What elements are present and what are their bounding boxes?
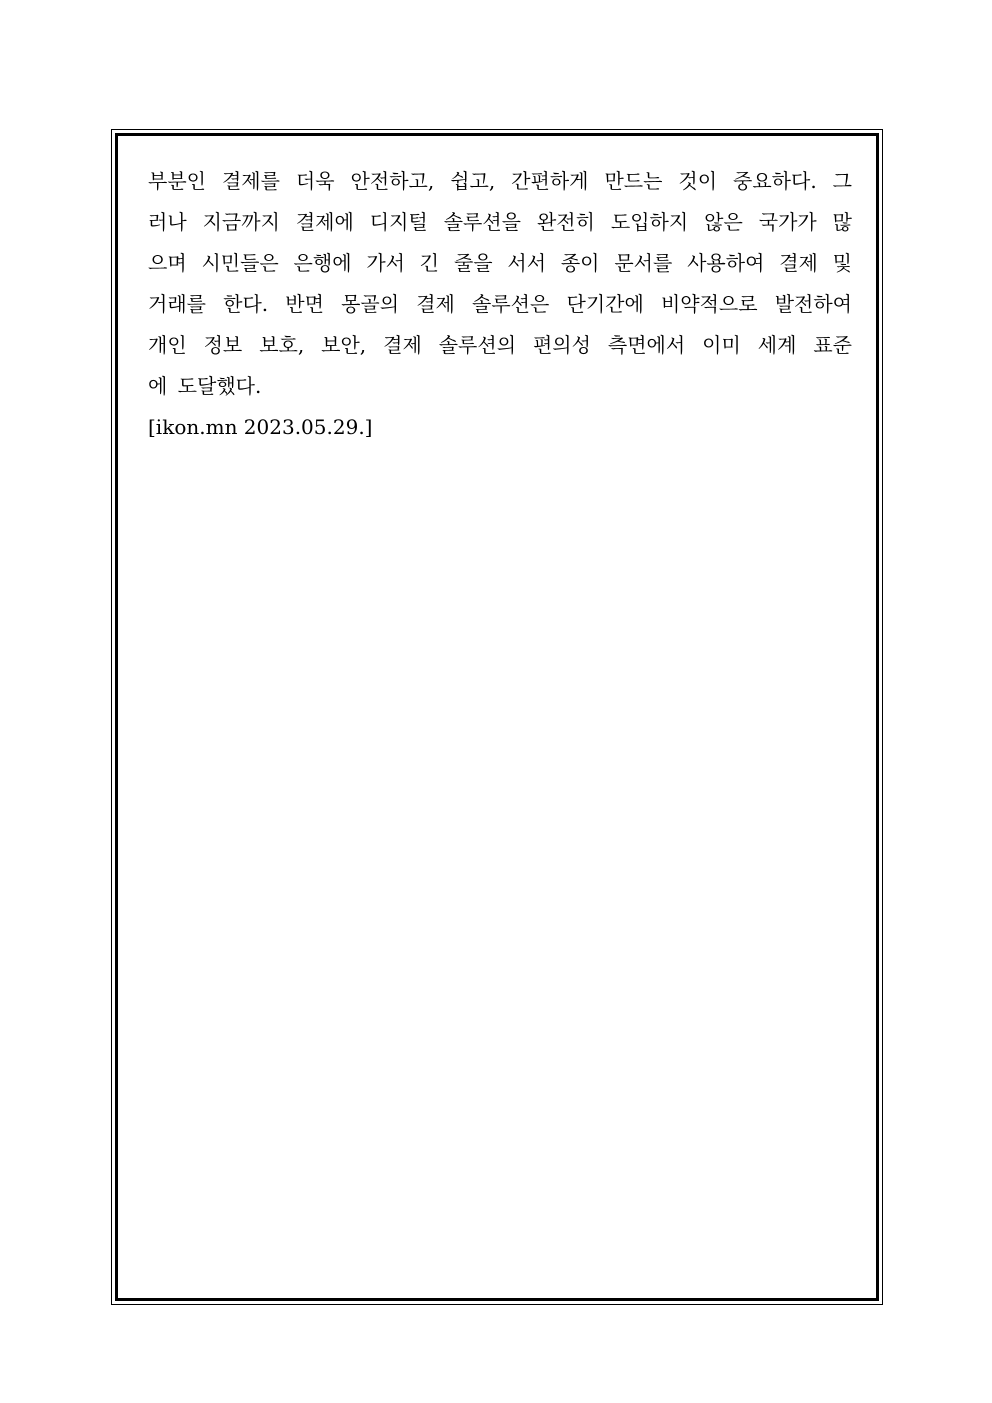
body-line-3: 으며 시민들은 은행에 가서 긴 줄을 서서 종이 문서를 사용하여 결제 및 — [148, 251, 852, 275]
page-border-inner — [115, 133, 879, 1301]
article-body — [148, 164, 852, 451]
source-citation: [ikon.mn 2023.05.29.] — [148, 415, 373, 439]
body-line-4: 거래를 한다. 반면 몽골의 결제 솔루션은 단기간에 비약적으로 발전하여 — [148, 292, 852, 316]
page-border-frame — [111, 129, 883, 1305]
body-line-1: 부분인 결제를 더욱 안전하고, 쉽고, 간편하게 만드는 것이 중요하다. 그 — [148, 169, 852, 193]
body-line-6: 에 도달했다. — [148, 374, 262, 398]
body-line-2: 러나 지금까지 결제에 디지털 솔루션을 완전히 도입하지 않은 국가가 많 — [148, 210, 852, 234]
body-line-5: 개인 정보 보호, 보안, 결제 솔루션의 편의성 측면에서 이미 세계 표준 — [148, 333, 852, 357]
